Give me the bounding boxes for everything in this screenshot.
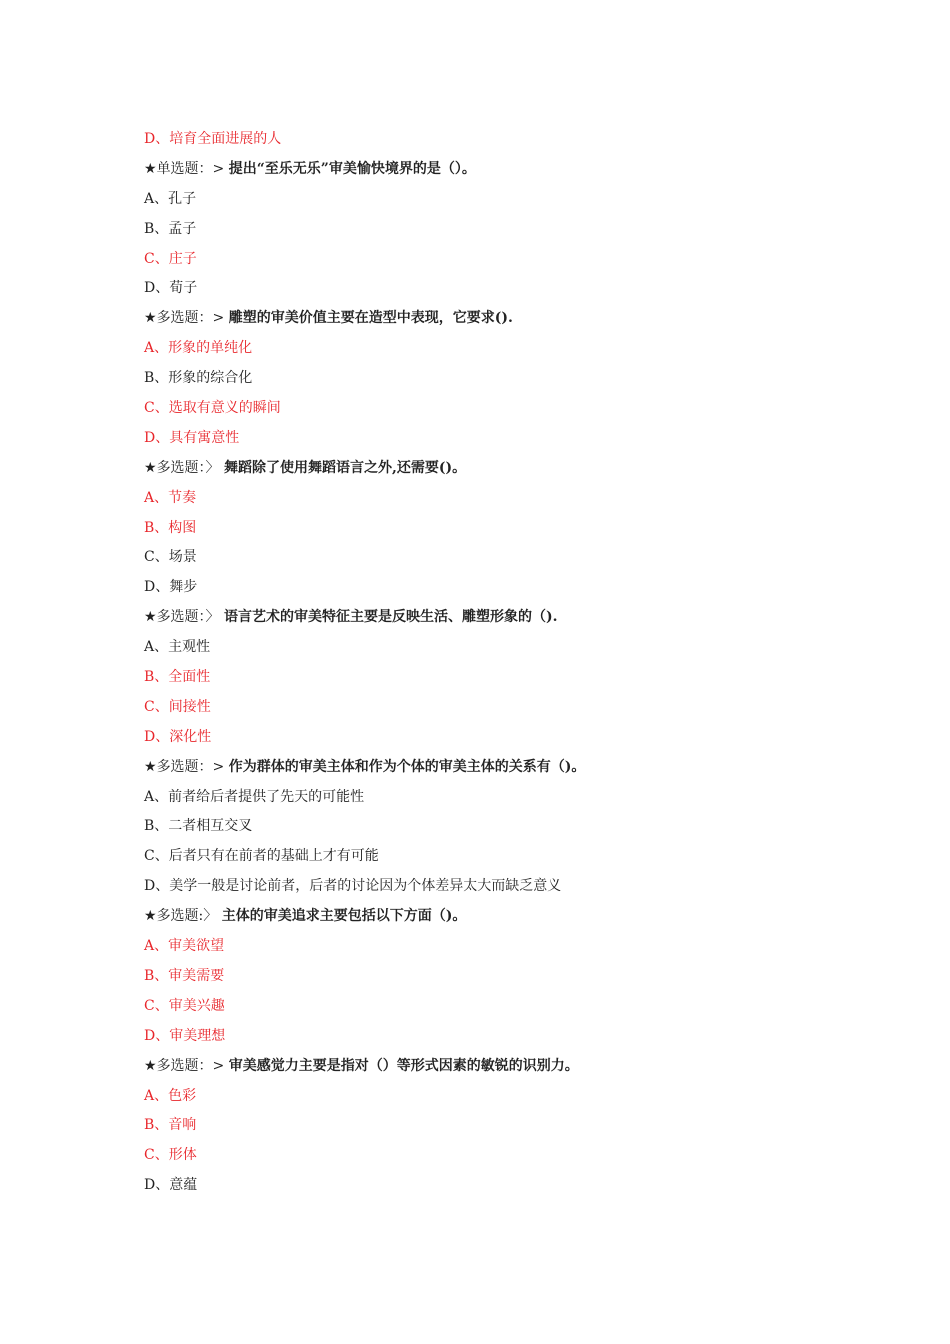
- answer-option: D、荀子: [144, 280, 198, 297]
- question-type-label: 多选题:〉: [156, 908, 222, 925]
- star-icon: ★: [144, 160, 157, 177]
- answer-option-correct: B、音响: [144, 1117, 197, 1134]
- question-text: 主体的审美追求主要包括以下方面（)。: [221, 908, 467, 925]
- answer-option-correct: D、培育全面进展的人: [144, 131, 282, 147]
- answer-option-correct: D、具有寓意性: [144, 429, 240, 446]
- question-line: [144, 754, 864, 784]
- question-text: 雕塑的审美价值主要在造型中表现，它要求().: [228, 310, 513, 327]
- answer-option: D、美学一般是讨论前者，后者的讨论因为个体差异太大而缺乏意义: [144, 878, 562, 895]
- answer-option: C、场景: [144, 549, 197, 566]
- answer-option-correct: A、审美欲望: [144, 938, 225, 955]
- answer-option-correct: D、审美理想: [144, 1027, 226, 1044]
- question-text: 审美感觉力主要是指对（）等形式因素的敏锐的识别力。: [228, 1057, 579, 1074]
- question-line: [144, 305, 864, 335]
- answer-option-correct: A、节奏: [144, 489, 197, 506]
- question-line: [144, 1053, 864, 1083]
- question-type-label: 多选题：〉: [156, 609, 225, 626]
- star-icon: ★: [144, 758, 157, 775]
- document-body: [144, 126, 864, 1202]
- star-icon: ★: [144, 908, 157, 925]
- star-icon: ★: [144, 1057, 157, 1074]
- answer-option: B、孟子: [144, 220, 197, 237]
- question-type-label: 单选题：>: [156, 160, 229, 177]
- star-icon: ★: [144, 459, 157, 476]
- answer-option: C、后者只有在前者的基础上才有可能: [144, 848, 379, 865]
- answer-option-correct: D、深化性: [144, 728, 212, 745]
- answer-option-correct: B、全面性: [144, 669, 211, 686]
- answer-option-correct: A、色彩: [144, 1087, 197, 1104]
- answer-option-correct: C、审美兴趣: [144, 997, 225, 1014]
- answer-option-correct: B、构图: [144, 519, 197, 536]
- answer-option: B、形象的综合化: [144, 370, 253, 387]
- question-type-label: 多选题：>: [156, 310, 229, 327]
- question-line: [144, 156, 864, 186]
- answer-option: D、意蕴: [144, 1177, 198, 1194]
- question-line: [144, 455, 864, 485]
- star-icon: ★: [144, 310, 157, 327]
- question-text: 提出“至乐无乐”审美愉快境界的是（）。: [228, 160, 476, 177]
- star-icon: ★: [144, 609, 157, 626]
- answer-option-correct: A、形象的单纯化: [144, 340, 253, 357]
- answer-option-correct: C、形体: [144, 1147, 197, 1164]
- question-text: 语言艺术的审美特征主要是反映生活、雕塑形象的（).: [224, 609, 558, 626]
- question-text: 舞蹈除了使用舞蹈语言之外,还需要()。: [224, 459, 467, 476]
- answer-option: B、二者相互交叉: [144, 818, 253, 835]
- question-type-label: 多选题：>: [156, 758, 229, 775]
- question-text: 作为群体的审美主体和作为个体的审美主体的关系有（)。: [228, 758, 586, 775]
- answer-option: A、主观性: [144, 639, 211, 656]
- answer-option: A、孔子: [144, 190, 197, 207]
- answer-option: D、舞步: [144, 579, 198, 596]
- question-type-label: 多选题：>: [156, 1057, 229, 1074]
- answer-option-correct: C、间接性: [144, 698, 211, 715]
- answer-option: A、前者给后者提供了先天的可能性: [144, 788, 365, 805]
- question-line: [144, 903, 864, 933]
- question-line: [144, 604, 864, 634]
- answer-option-correct: C、选取有意义的瞬间: [144, 400, 281, 417]
- answer-option-correct: B、审美需要: [144, 967, 225, 984]
- answer-option-correct: C、庄子: [144, 250, 197, 267]
- question-type-label: 多选题：〉: [156, 459, 225, 476]
